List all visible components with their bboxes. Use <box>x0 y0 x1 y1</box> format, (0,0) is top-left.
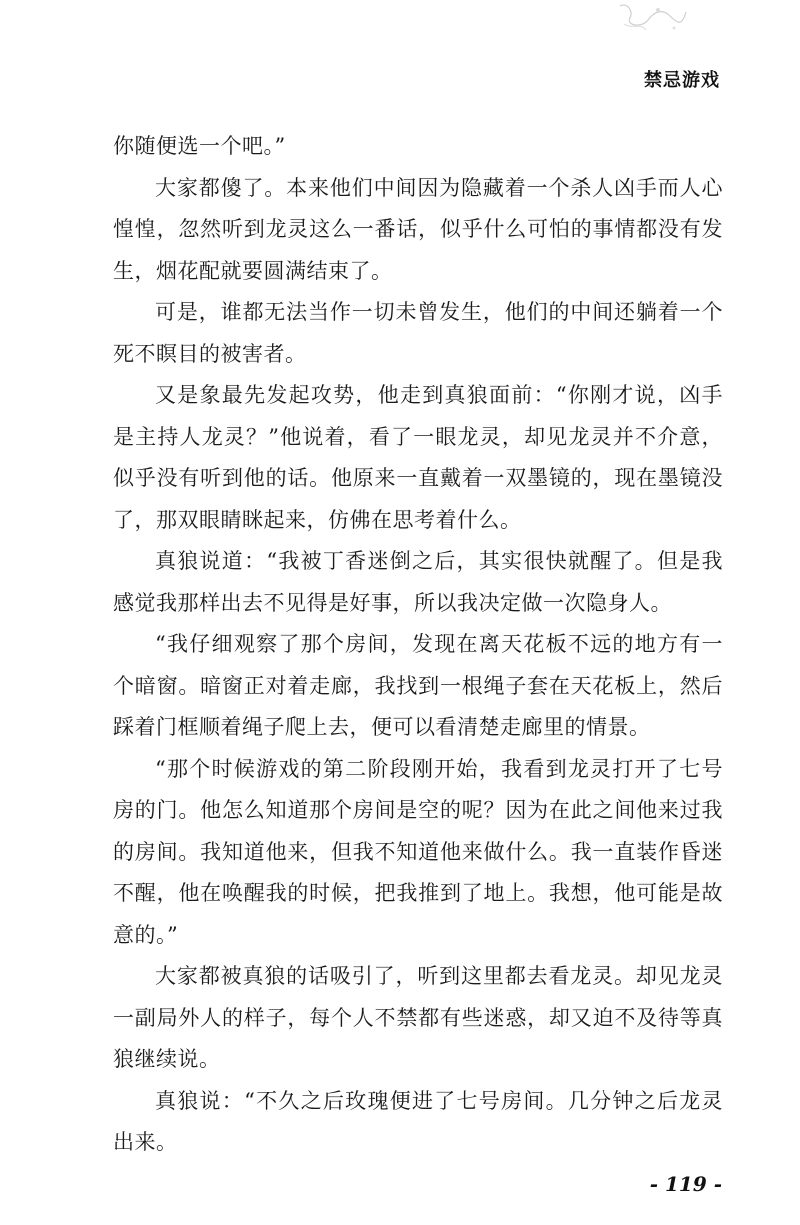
running-header-title: 禁忌游戏 <box>644 70 720 91</box>
paragraph: “那个时候游戏的第二阶段刚开始，我看到龙灵打开了七号房的门。他怎么知道那个房间是空的呢？因为在此之间他来过我的房间。我知道他来，但我不知道他来做什么。我一直装作昏迷不醒，他在唤醒我的时候，把我推到了地上。我想，他可能是故意的。” <box>113 756 723 947</box>
paragraph: 可是，谁都无法当作一切未曾发生，他们的中间还躺着一个死不瞑目的被害者。 <box>113 300 723 366</box>
paragraph: “我仔细观察了那个房间，发现在离天花板不远的地方有一个暗窗。暗窗正对着走廊，我找到一根绳子套在天花板上，然后踩着门框顺着绳子爬上去，便可以看清楚走廊里的情景。 <box>113 632 723 739</box>
paragraph: 真狼说道：“我被丁香迷倒之后，其实很快就醒了。但是我感觉我那样出去不见得是好事，所以我决定做一次隐身人。 <box>113 549 723 615</box>
paragraph: 又是象最先发起攻势，他走到真狼面前：“你刚才说，凶手是主持人龙灵？”他说着，看了一眼龙灵，却见龙灵并不介意，似乎没有听到他的话。他原来一直戴着一双墨镜的，现在墨镜没了，那双眼睛眯起来，仿佛在思考着什么。 <box>113 383 723 532</box>
scan-smudge-icon <box>612 0 692 36</box>
paragraph: 真狼说：“不久之后玫瑰便进了七号房间。几分钟之后龙灵出来。 <box>113 1088 723 1154</box>
paragraph: 大家都被真狼的话吸引了，听到这里都去看龙灵。却见龙灵一副局外人的样子，每个人不禁都有些迷惑，却又迫不及待等真狼继续说。 <box>113 964 723 1071</box>
paragraph: 你随便选一个吧。” <box>113 134 286 158</box>
page-number: - 119 - <box>649 1172 722 1196</box>
body-text <box>113 126 723 1164</box>
paragraph: 大家都傻了。本来他们中间因为隐藏着一个杀人凶手而人心惶惶，忽然听到龙灵这么一番话，似乎什么可怕的事情都没有发生，烟花配就要圆满结束了。 <box>113 175 723 283</box>
